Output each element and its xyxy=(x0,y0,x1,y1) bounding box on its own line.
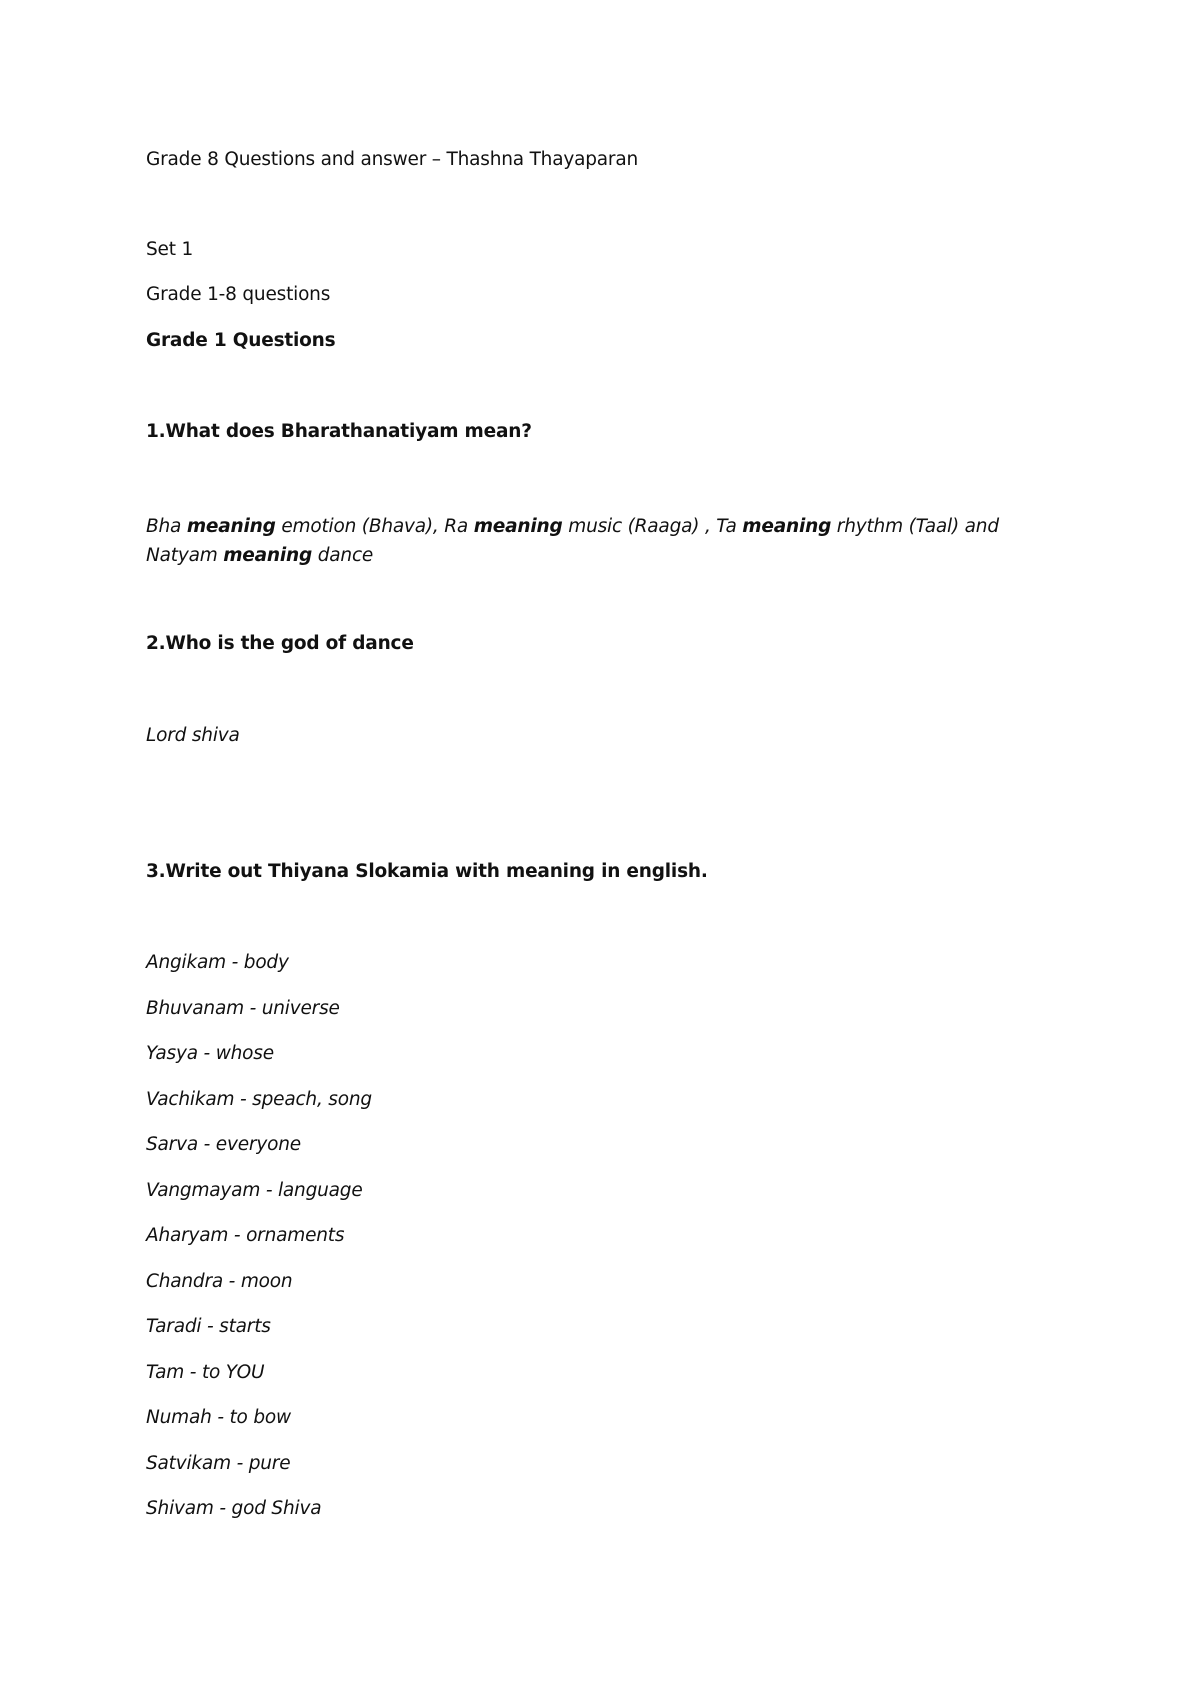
answer-1-part: music (Raaga) , Ta xyxy=(562,516,743,537)
question-3: 3.Write out Thiyana Slokamia with meaning in english. xyxy=(146,861,708,882)
answer-1-keyword: meaning xyxy=(742,516,832,537)
question-2: 2.Who is the god of dance xyxy=(146,633,414,654)
section-heading: Grade 1 Questions xyxy=(146,330,336,351)
answer-1-keyword: meaning xyxy=(186,516,276,537)
answer-1-keyword: meaning xyxy=(473,516,563,537)
term-item: Chandra - moon xyxy=(146,1271,293,1292)
question-1: 1.What does Bharathanatiyam mean? xyxy=(146,421,532,442)
term-item: Taradi - starts xyxy=(146,1316,271,1337)
answer-1-part: emotion (Bhava), Ra xyxy=(275,516,474,537)
answer-1-keyword: meaning xyxy=(223,545,313,566)
set-label: Set 1 xyxy=(146,239,194,260)
term-item: Bhuvanam - universe xyxy=(146,998,340,1019)
term-item: Numah - to bow xyxy=(146,1407,291,1428)
grade-range: Grade 1-8 questions xyxy=(146,284,331,305)
answer-2: Lord shiva xyxy=(146,725,240,746)
answer-1-part: dance xyxy=(312,545,374,566)
term-item: Tam - to YOU xyxy=(146,1362,265,1383)
term-item: Vachikam - speach, song xyxy=(146,1089,372,1110)
term-item: Angikam - body xyxy=(146,952,289,973)
answer-1-part: Bha xyxy=(146,516,187,537)
term-item: Sarva - everyone xyxy=(146,1134,301,1155)
document-title: Grade 8 Questions and answer – Thashna Thayaparan xyxy=(146,149,638,170)
term-item: Vangmayam - language xyxy=(146,1180,363,1201)
term-item: Yasya - whose xyxy=(146,1043,274,1064)
answer-1-part: rhythm (Taal) and Natyam xyxy=(146,516,999,566)
term-item: Satvikam - pure xyxy=(146,1453,291,1474)
answer-1 xyxy=(146,512,1066,570)
term-item: Aharyam - ornaments xyxy=(146,1225,345,1246)
term-item: Shivam - god Shiva xyxy=(146,1498,322,1519)
